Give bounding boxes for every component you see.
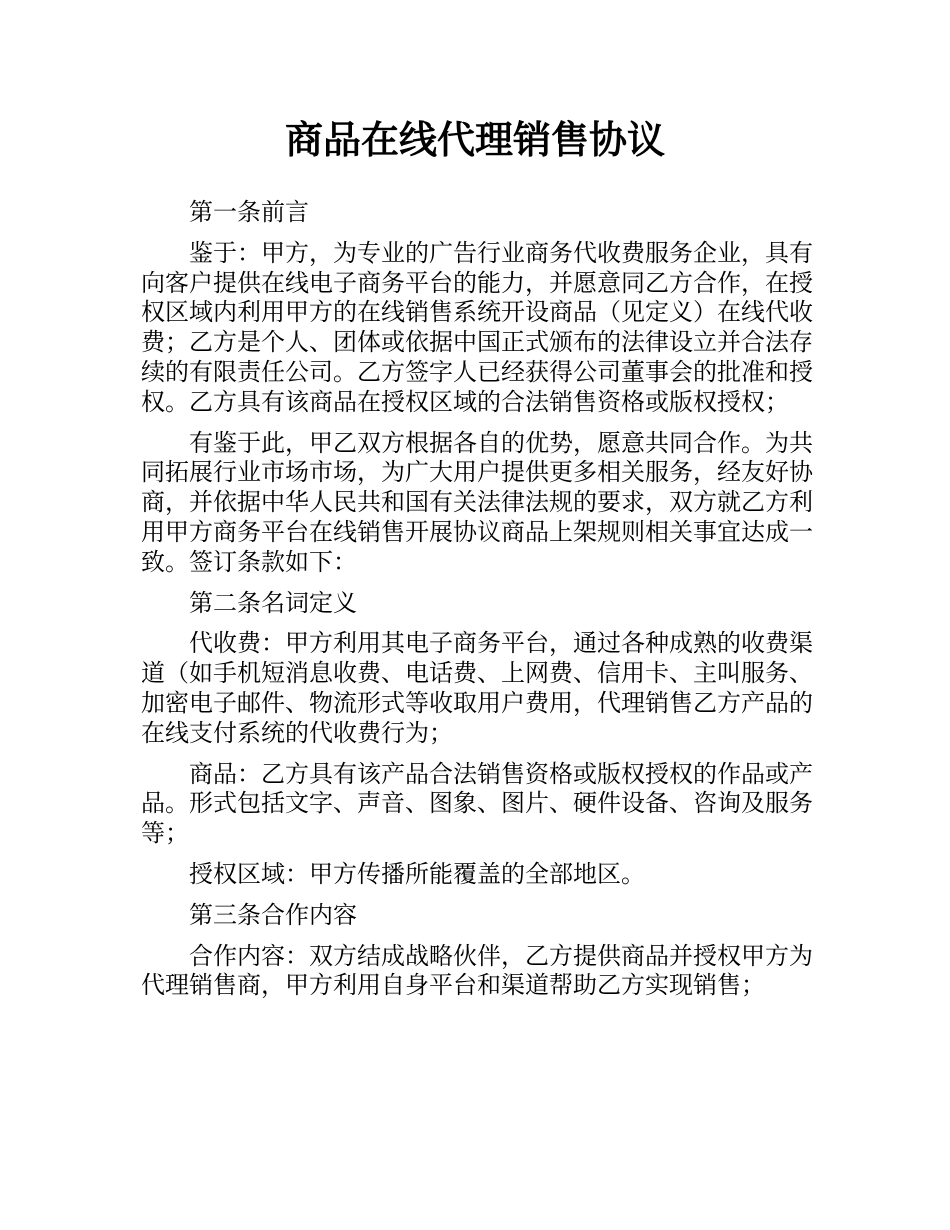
section-heading-cooperation: 第三条合作内容 — [189, 900, 357, 929]
document-body — [141, 198, 813, 1012]
section-heading-definitions: 第二条名词定义 — [189, 588, 357, 617]
paragraph-definition-goods: 商品：乙方具有该产品合法销售资格或版权授权的作品或产品。形式包括文字、声音、图象、图片、硬件设备、咨询及服务等； — [141, 759, 813, 848]
paragraph-definition-region: 授权区域：甲方传播所能覆盖的全部地区。 — [189, 859, 645, 888]
paragraph-recital: 鉴于：甲方，为专业的广告行业商务代收费服务企业，具有向客户提供在线电子商务平台的能力，并愿意同乙方合作，在授权区域内利用甲方的在线销售系统开设商品（见定义）在线代收费；乙方是个人、团体或依据中国正式颁布的法律设立并合法存续的有限责任公司。乙方签字人已经获得公司董事会的批准和授权。乙方具有该商品在授权区域的合法销售资格或版权授权； — [141, 238, 813, 416]
paragraph-definition-collection: 代收费：甲方利用其电子商务平台，通过各种成熟的收费渠道（如手机短消息收费、电话费、上网费、信用卡、主叫服务、加密电子邮件、物流形式等收取用户费用，代理销售乙方产品的在线支付系统的代收费行为； — [141, 629, 813, 747]
section-heading-preface: 第一条前言 — [189, 198, 309, 226]
paragraph-cooperation-content: 合作内容：双方结成战略伙伴，乙方提供商品并授权甲方为代理销售商，甲方利用自身平台和渠道帮助乙方实现销售； — [141, 941, 813, 1000]
document-title: 商品在线代理销售协议 — [284, 118, 665, 162]
paragraph-agreement-basis: 有鉴于此，甲乙双方根据各自的优势，愿意共同合作。为共同拓展行业市场市场，为广大用户提供更多相关服务，经友好协商，并依据中华人民共和国有关法律法规的要求，双方就乙方利用甲方商务平台在线销售开展协议商品上架规则相关事宜达成一致。签订条款如下： — [141, 428, 813, 576]
